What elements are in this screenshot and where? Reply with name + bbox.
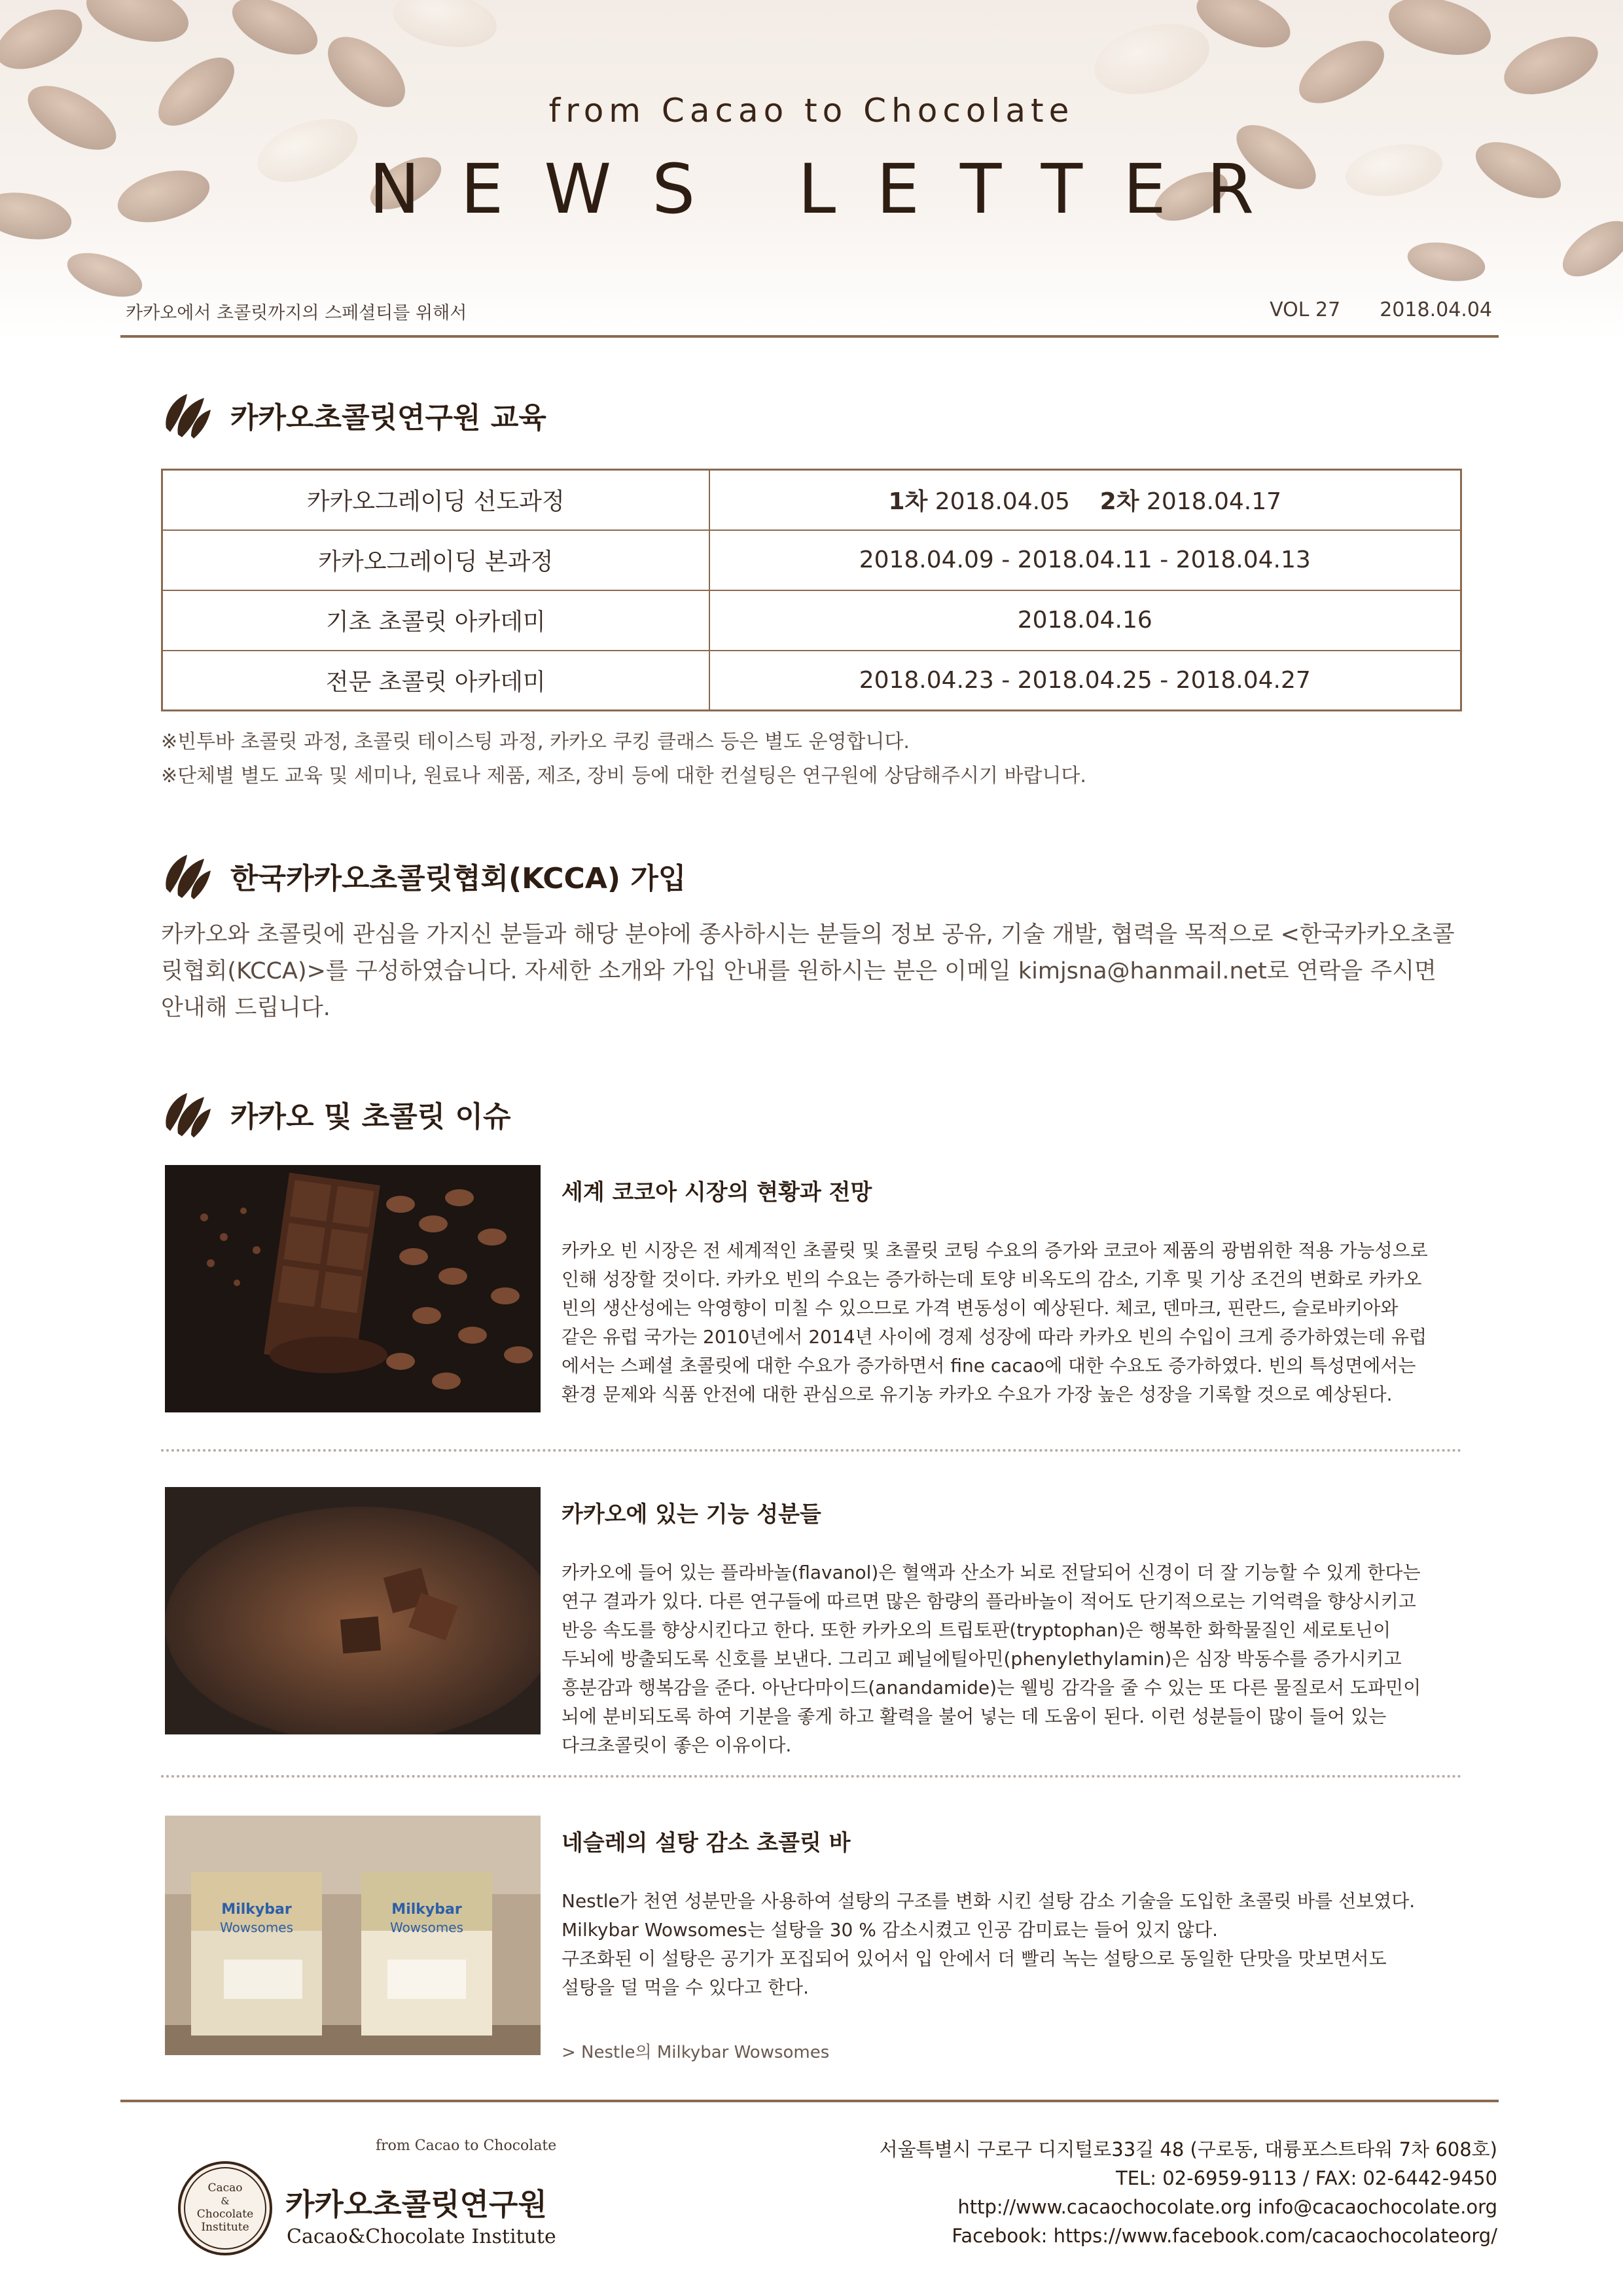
article-text	[562, 1165, 1462, 1409]
svg-text:Institute: Institute	[201, 2221, 249, 2234]
article-body: 카카오에 들어 있는 플라바놀(flavanol)은 혈액과 산소가 뇌로 전달되어 신경이 더 잘 기능할 수 있게 한다는 연구 결과가 있다. 다른 연구들에 따르면 많은 함량의 플라바놀이 적어도 단기적으로는 기억력을 향상시키고 반응 속도를 향상시킨다고 한다. 또한 카카오의 트립토판(tryptophan)은 행복한 화학물질인 세로토닌이 두뇌에 방출되도록 신호를 보낸다. 그리고 페닐에틸아민(phenylethylamin)은 심장 박동수를 증가시키고 흥분감과 행복감을 준다. 아난다마이드(anandamide)는 웰빙 감각을 줄 수 있는 또 다른 물질로서 도파민이 뇌에 분비되도록 하여 기분을 좋게 하고 활력을 불어 넣는 데 도움이 된다. 이런 성분들이 많이 들어 있는 다크초콜릿이 좋은 이유이다.	[562, 1562, 1421, 1756]
cocoa-powder-photo	[165, 1487, 541, 1734]
session-label: 1차	[888, 488, 928, 516]
note-line: ※단체별 별도 교육 및 세미나, 원료나 제품, 제조, 장비 등에 대한 컨설팅은 연구원에 상담해주시기 바랍니다.	[161, 764, 1086, 787]
section-education-heading	[161, 389, 546, 441]
institute-logo	[175, 2134, 568, 2258]
course-name: 카카오그레이딩 선도과정	[162, 470, 709, 530]
product-label: Wowsomes	[389, 1920, 464, 1935]
education-notes	[161, 725, 1086, 793]
note-line: ※빈투바 초콜릿 과정, 초콜릿 테이스팅 과정, 카카오 쿠킹 클래스 등은 별도 운영합니다.	[161, 730, 910, 753]
article-text	[562, 1487, 1462, 1760]
cacao-pod-icon	[161, 389, 213, 441]
milkybar-product-photo	[165, 1816, 541, 2063]
photo-caption: > Nestle의 Milkybar Wowsomes	[562, 2043, 830, 2062]
table-row	[162, 651, 1461, 711]
article-title: 세계 코코아 시장의 현황과 전망	[562, 1179, 872, 1206]
newsletter-tagline: 카카오에서 초콜릿까지의 스페셜티를 위해서	[126, 303, 467, 323]
newsletter-subtitle: from Cacao to Chocolate	[548, 92, 1075, 130]
footer-divider	[120, 2100, 1499, 2102]
session-date: 2018.04.05	[935, 488, 1070, 516]
cacao-pod-icon	[161, 1088, 213, 1140]
course-dates	[709, 470, 1461, 530]
product-label: Milkybar	[391, 1901, 462, 1918]
table-row	[162, 530, 1461, 590]
article-body: 카카오 빈 시장은 전 세계적인 초콜릿 및 초콜릿 코팅 수요의 증가와 코코아 제품의 광범위한 적용 가능성으로 인해 성장할 것이다. 카카오 빈의 수요는 증가하는데 토양 비옥도의 감소, 기후 및 기상 조건의 변화로 카카오 빈의 생산성에는 악영향이 미칠 수 있으므로 가격 변동성이 예상된다. 체코, 덴마크, 핀란드, 슬로바키아와 같은 유럽 국가는 2010년에서 2014년 사이에 경제 성장에 따라 카카오 빈의 수입이 크게 증가하였는데 유럽 에서는 스페셜 초콜릿에 대한 수요가 증가하면서 fine cacao에 대한 수요도 증가하였다. 빈의 특성면에서는 환경 문제와 식품 안전에 대한 관심으로 유기농 카카오 수요가 가장 높은 성장을 기록할 것으로 예상된다.	[562, 1240, 1428, 1405]
issue-volume: VOL 27	[1270, 298, 1341, 321]
contact-info	[880, 2135, 1497, 2250]
article-divider	[161, 1775, 1462, 1778]
header-divider	[120, 335, 1499, 338]
course-dates: 2018.04.16	[709, 590, 1461, 651]
session-label: 2차	[1099, 488, 1139, 516]
table-row	[162, 470, 1461, 530]
section-title: 카카오 및 초콜릿 이슈	[230, 1100, 511, 1134]
facebook-link[interactable]: Facebook: https://www.facebook.com/cacaochocolateorg/	[952, 2225, 1497, 2247]
svg-text:Cacao: Cacao	[207, 2181, 243, 2195]
section-issues-heading	[161, 1088, 511, 1140]
course-dates: 2018.04.09 - 2018.04.11 - 2018.04.13	[709, 530, 1461, 590]
article-title: 네슬레의 설탕 감소 초콜릿 바	[562, 1830, 851, 1856]
course-name: 전문 초콜릿 아카데미	[162, 651, 709, 711]
product-label: Wowsomes	[219, 1920, 294, 1935]
article-text	[562, 1816, 1462, 2063]
session-date: 2018.04.17	[1146, 488, 1282, 516]
section-kcca-heading	[161, 850, 686, 902]
institute-name-ko: 카카오초콜릿연구원	[285, 2187, 547, 2222]
article-divider	[161, 1449, 1462, 1452]
course-name: 카카오그레이딩 본과정	[162, 530, 709, 590]
education-schedule-table	[161, 469, 1462, 711]
product-label: Milkybar	[221, 1901, 292, 1918]
svg-text:&: &	[221, 2195, 230, 2207]
article-body: Nestle가 천연 성분만을 사용하여 설탕의 구조를 변화 시킨 설탕 감소 기술을 도입한 초콜릿 바를 선보였다. Milkybar Wowsomes는 설탕을 30 % 감소시켰고 인공 감미료는 들어 있지 않다. 구조화된 이 설탕은 공기가 포집되어 있어서 입 안에서 더 빨리 녹는 설탕으로 동일한 단맛을 맛보면서도 설탕을 덜 먹을 수 있다고 한다.	[562, 1890, 1416, 1998]
institute-name-en: Cacao&Chocolate Institute	[287, 2225, 556, 2248]
newsletter-title: NEWS LETTER	[368, 149, 1295, 229]
article-title: 카카오에 있는 기능 성분들	[562, 1501, 821, 1528]
course-dates: 2018.04.23 - 2018.04.25 - 2018.04.27	[709, 651, 1461, 711]
tel-fax: TEL: 02-6959-9113 / FAX: 02-6442-9450	[1116, 2167, 1497, 2189]
issue-date: 2018.04.04	[1380, 298, 1492, 321]
kcca-description: 카카오와 초콜릿에 관심을 가지신 분들과 해당 분야에 종사하시는 분들의 정보 공유, 기술 개발, 협력을 목적으로 <한국카카오초콜릿협회(KCCA)>를 구성하였습니다. 자세한 소개와 가입 안내를 원하시는 분은 이메일 kimjsna@hanmail.net로 연락을 주시면 안내해 드립니다.	[161, 922, 1455, 1021]
cacao-pod-icon	[161, 850, 213, 902]
website-email[interactable]: http://www.cacaochocolate.org info@cacaochocolate.org	[957, 2196, 1497, 2218]
section-title: 카카오초콜릿연구원 교육	[230, 401, 546, 435]
course-name: 기초 초콜릿 아카데미	[162, 590, 709, 651]
institute-seal-icon	[175, 2159, 275, 2258]
address: 서울특별시 구로구 디지털로33길 48 (구로동, 대륭포스트타워 7차 608호)	[879, 2138, 1497, 2161]
svg-text:Chocolate: Chocolate	[196, 2208, 254, 2221]
header-banner	[0, 0, 1623, 340]
logo-tagline: from Cacao to Chocolate	[376, 2138, 557, 2154]
chocolate-and-beans-photo	[165, 1165, 541, 1412]
table-row	[162, 590, 1461, 651]
issue-info	[1270, 298, 1492, 321]
section-title: 한국카카오초콜릿협회(KCCA) 가입	[230, 862, 687, 895]
